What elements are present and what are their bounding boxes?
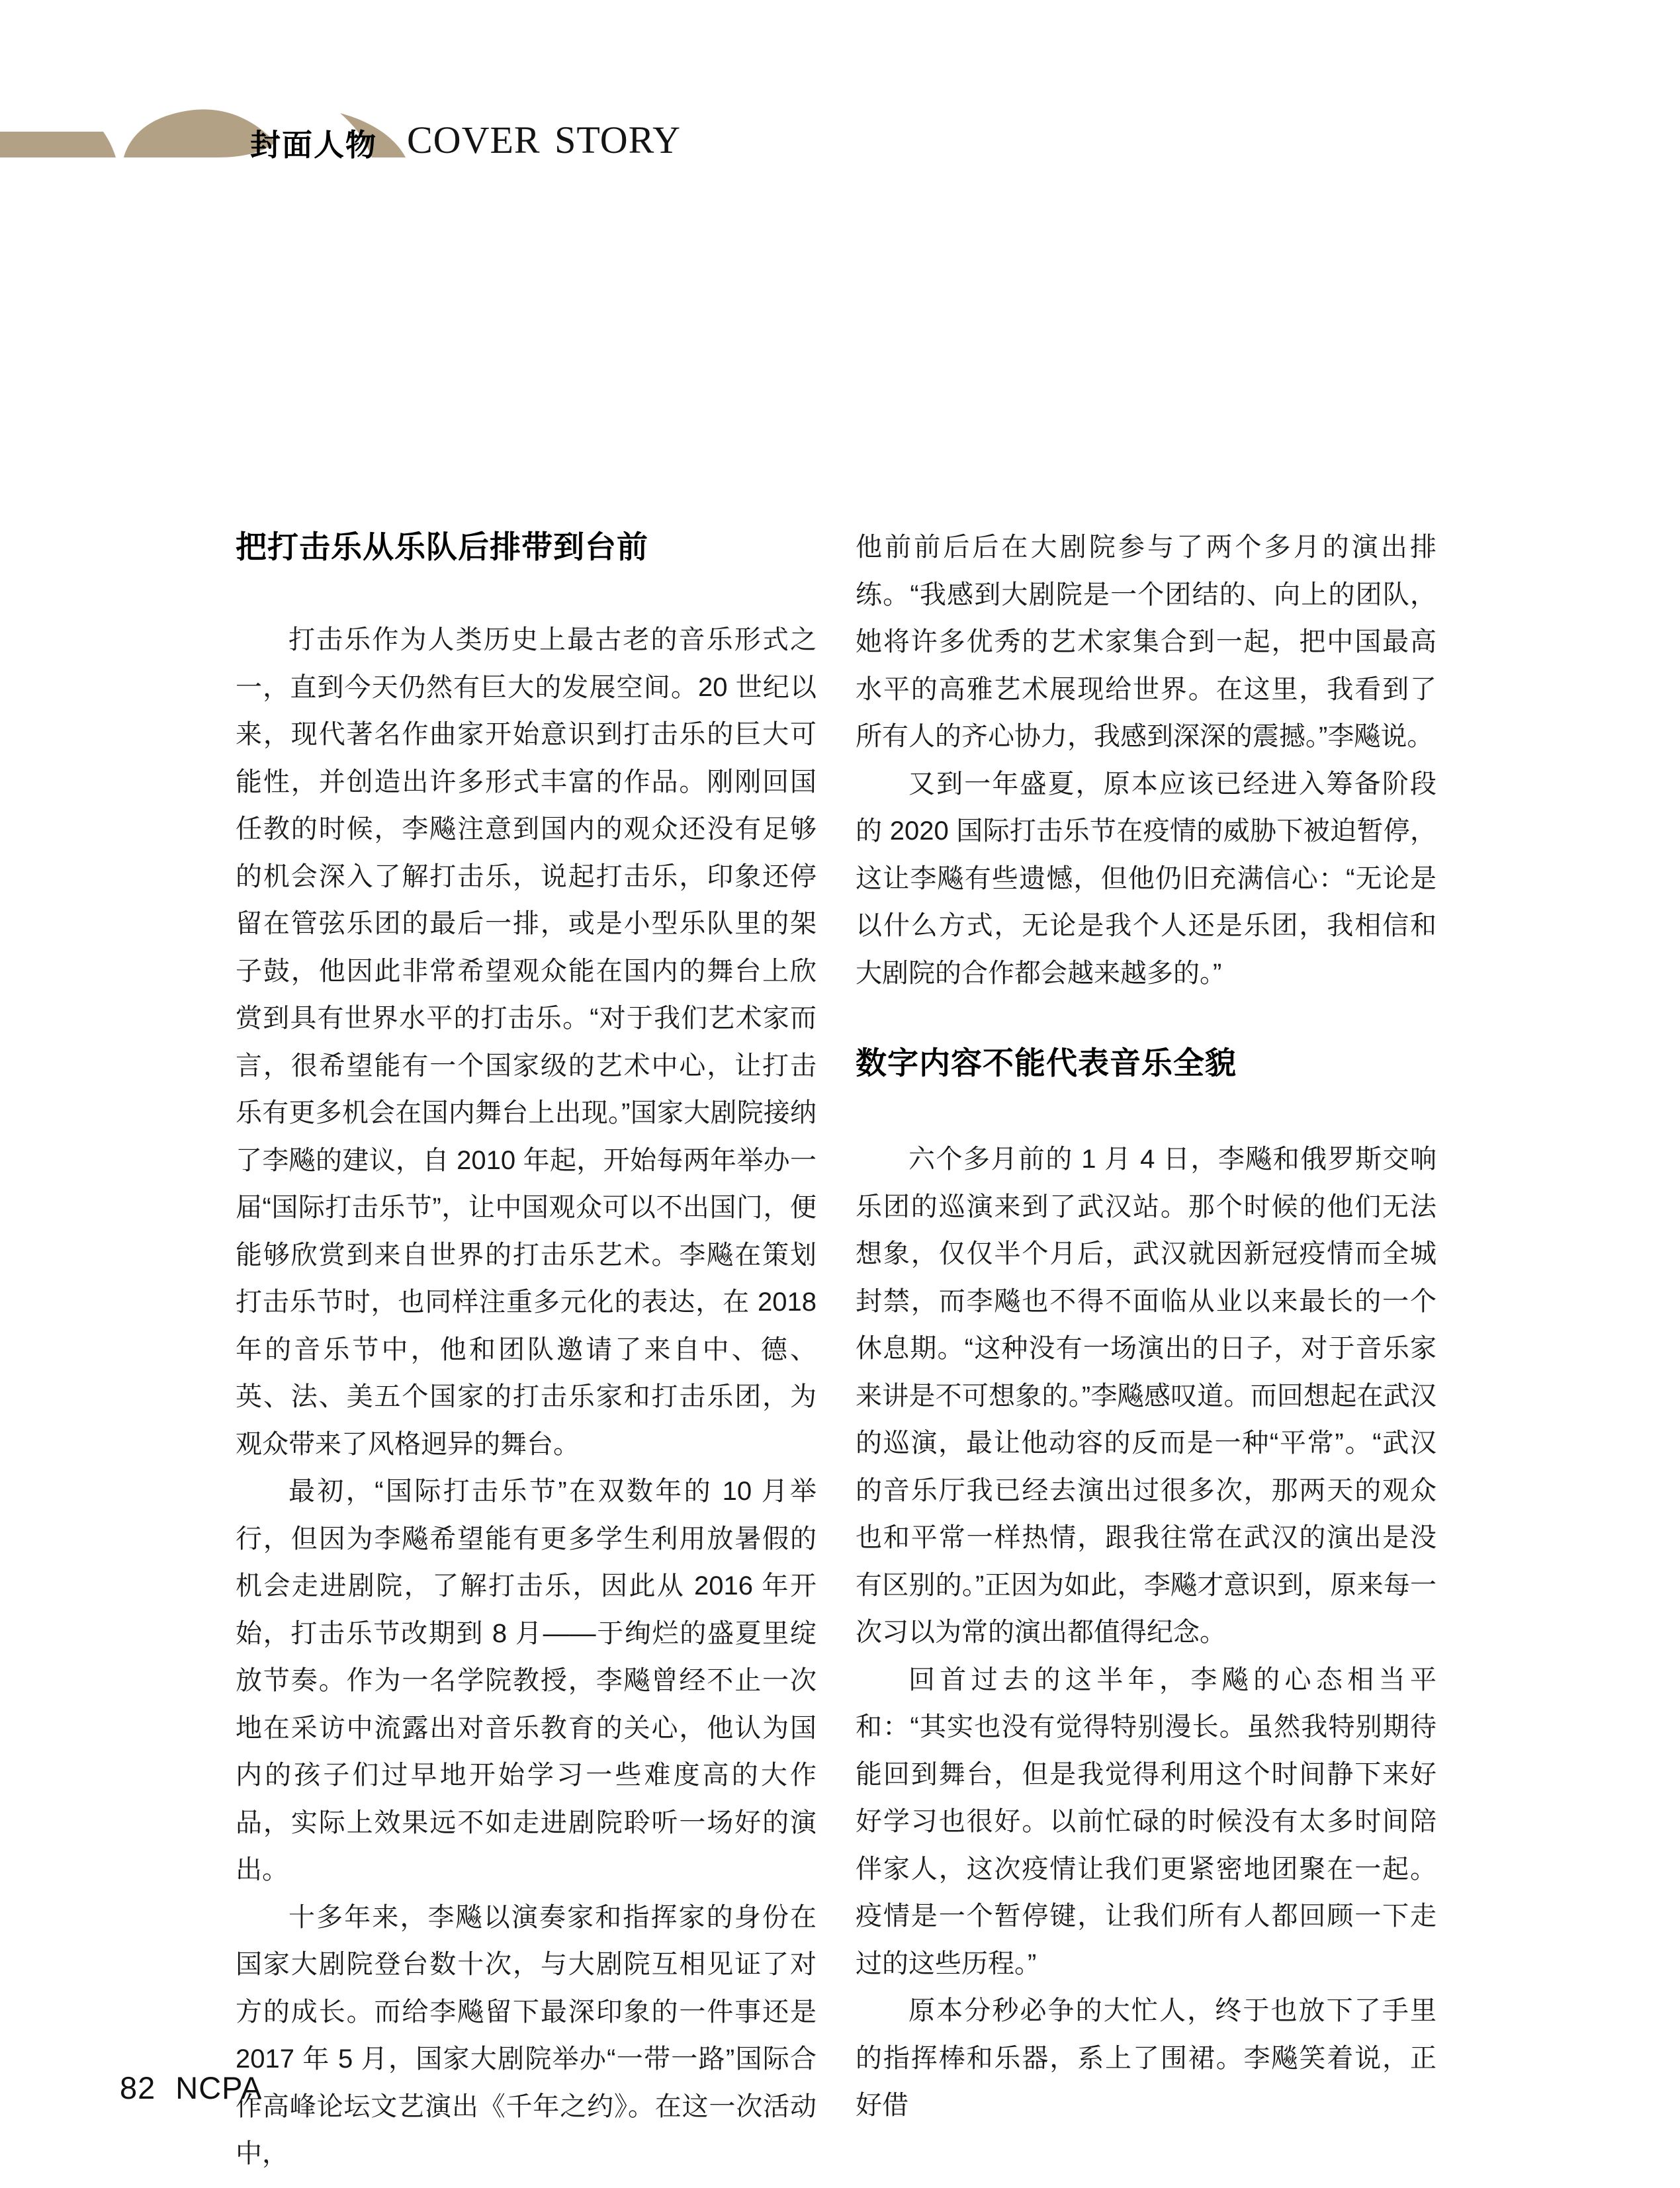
left-column bbox=[236, 527, 817, 2178]
paragraph: 又到一年盛夏，原本应该已经进入筹备阶段的 2020 国际打击乐节在疫情的威胁下被迫暂停，这让李飚有些遗憾，但他仍旧充满信心：“无论是以什么方式，无论是我个人还是乐团，我相信和大剧院的合作都会越来越多的。” bbox=[856, 769, 1437, 988]
right-column bbox=[856, 524, 1437, 2130]
left-column-heading: 把打击乐从乐队后排带到台前 bbox=[236, 529, 648, 564]
right-column-heading: 数字内容不能代表音乐全貌 bbox=[856, 1045, 1237, 1080]
magazine-name: NCPA bbox=[175, 2070, 263, 2105]
paragraph: 最初，“国际打击乐节”在双数年的 10 月举行，但因为李飚希望能有更多学生利用放暑假的机会走进剧院，了解打击乐，因此从 2016 年开始，打击乐节改期到 8 月——于绚烂的盛夏里绽放节奏。作为一名学院教授，李飚曾经不止一次地在采访中流露出对音乐教育的关心，他认为国内的孩子们过早地开始学习一些难度高的大作品，实际上效果远不如走进剧院聆听一场好的演出。 bbox=[236, 1477, 817, 1884]
ribbon-bar-shape bbox=[0, 132, 116, 157]
paragraph: 原本分秒必争的大忙人，终于也放下了手里的指挥棒和乐器，系上了围裙。李飚笑着说，正好借 bbox=[856, 1996, 1437, 2120]
paragraph: 他前前后后在大剧院参与了两个多月的演出排练。“我感到大剧院是一个团结的、向上的团队，她将许多优秀的艺术家集合到一起，把中国最高水平的高雅艺术展现给世界。在这里，我看到了所有人的齐心协力，我感到深深的震撼。”李飚说。 bbox=[856, 533, 1437, 751]
header-swoosh-graphic bbox=[0, 0, 463, 185]
page-number: 82 bbox=[120, 2070, 156, 2105]
section-title-zh: 封面人物 bbox=[250, 128, 377, 162]
paragraph: 六个多月前的 1 月 4 日，李飚和俄罗斯交响乐团的巡演来到了武汉站。那个时候的他们无法想象，仅仅半个月后，武汉就因新冠疫情而全城封禁，而李飚也不得不面临从业以来最长的一个休息期。“这种没有一场演出的日子，对于音乐家来讲是不可想象的。”李飚感叹道。而回想起在武汉的巡演，最让他动容的反而是一种“平常”。“武汉的音乐厅我已经去演出过很多次，那两天的观众也和平常一样热情，跟我往常在武汉的演出是没有区别的。”正因为如此，李飚才意识到，原来每一次习以为常的演出都值得纪念。 bbox=[856, 1145, 1437, 1647]
paragraph: 十多年来，李飚以演奏家和指挥家的身份在国家大剧院登台数十次，与大剧院互相见证了对方的成长。而给李飚留下最深印象的一件事还是 2017 年 5 月，国家大剧院举办“一带一路”国际合作高峰论坛文艺演出《千年之约》。在这一次活动中， bbox=[236, 1902, 817, 2168]
paragraph: 打击乐作为人类历史上最古老的音乐形式之一，直到今天仍然有巨大的发展空间。20 世纪以来，现代著名作曲家开始意识到打击乐的巨大可能性，并创造出许多形式丰富的作品。刚刚回国任教的时候，李飚注意到国内的观众还没有足够的机会深入了解打击乐，说起打击乐，印象还停留在管弦乐团的最后一排，或是小型乐队里的架子鼓，他因此非常希望观众能在国内的舞台上欣赏到具有世界水平的打击乐。“对于我们艺术家而言，很希望能有一个国家级的艺术中心，让打击乐有更多机会在国内舞台上出现。”国家大剧院接纳了李飚的建议，自 2010 年起，开始每两年举办一届“国际打击乐节”，让中国观众可以不出国门，便能够欣赏到来自世界的打击乐艺术。李飚在策划打击乐节时，也同样注重多元化的表达，在 2018 年的音乐节中，他和团队邀请了来自中、德、英、法、美五个国家的打击乐家和打击乐团，为观众带来了风格迥异的舞台。 bbox=[236, 625, 817, 1459]
page-footer bbox=[120, 2070, 262, 2106]
paragraph: 回首过去的这半年，李飚的心态相当平和：“其实也没有觉得特别漫长。虽然我特别期待能回到舞台，但是我觉得利用这个时间静下来好好学习也很好。以前忙碌的时候没有太多时间陪伴家人，这次疫情让我们更紧密地团聚在一起。疫情是一个暂停键，让我们所有人都回顾一下走过的这些历程。” bbox=[856, 1665, 1437, 1978]
section-title-en: COVER STORY bbox=[407, 118, 681, 161]
